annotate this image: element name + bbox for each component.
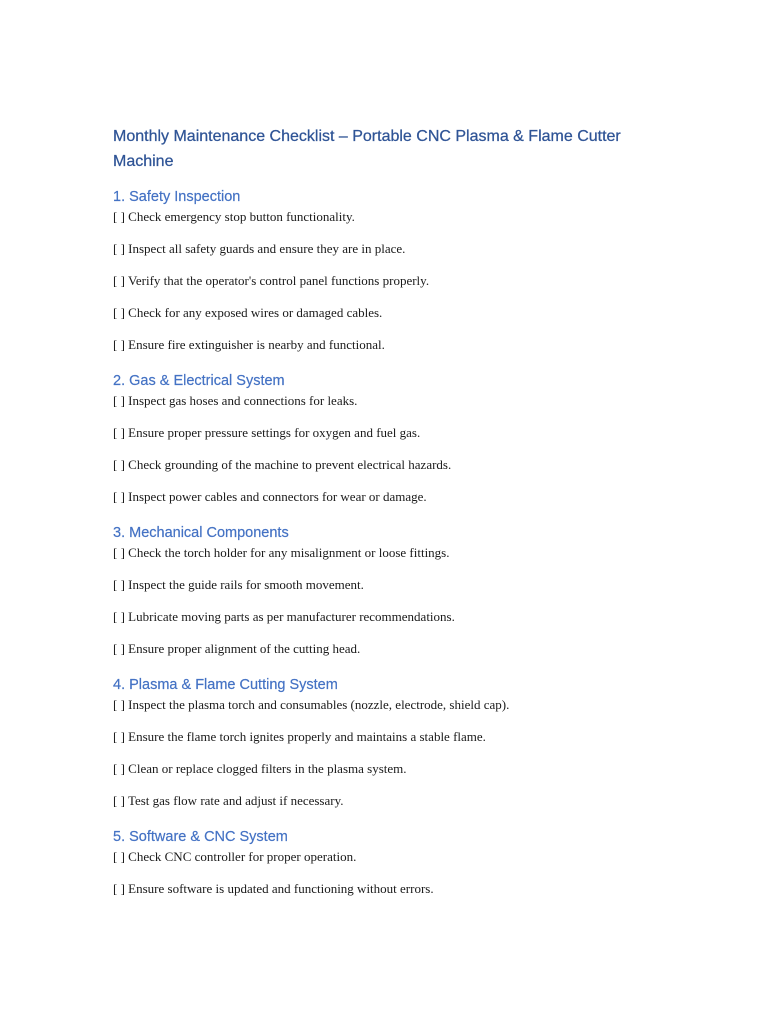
checklist-item-text: Check emergency stop button functionality. — [128, 209, 355, 224]
checklist-item-text: Check for any exposed wires or damaged cables. — [128, 305, 383, 320]
checklist-item-text: Ensure proper alignment of the cutting head. — [128, 641, 361, 656]
checklist-item — [113, 793, 673, 809]
section-software-cnc — [113, 827, 673, 897]
section-heading: 5. Software & CNC System — [113, 829, 288, 845]
checklist-item-text: Inspect power cables and connectors for wear or damage. — [128, 489, 427, 504]
checkbox-marker: [ ] — [113, 881, 125, 896]
section-safety-inspection — [113, 187, 673, 353]
checklist-item — [113, 577, 673, 593]
checkbox-marker: [ ] — [113, 545, 125, 560]
checklist-item-text: Verify that the operator's control panel functions properly. — [127, 273, 430, 288]
checkbox-marker: [ ] — [113, 305, 125, 320]
checklist-item — [113, 273, 673, 289]
checklist-item — [113, 697, 673, 713]
checkbox-marker: [ ] — [113, 457, 125, 472]
checklist-item — [113, 641, 673, 657]
checklist-item — [113, 545, 673, 561]
checkbox-marker: [ ] — [113, 849, 125, 864]
checkbox-marker: [ ] — [113, 761, 125, 776]
checklist-item-text: Lubricate moving parts as per manufacturer recommendations. — [128, 609, 455, 624]
checkbox-marker: [ ] — [113, 793, 125, 808]
checklist-item-text: Test gas flow rate and adjust if necessary. — [127, 793, 344, 808]
document-title: Monthly Maintenance Checklist – Portable CNC Plasma & Flame Cutter Machine — [113, 128, 621, 170]
checklist-item — [113, 489, 673, 505]
checklist-item — [113, 241, 673, 257]
checklist-item — [113, 305, 673, 321]
checklist-item — [113, 209, 673, 225]
checklist-item-text: Check grounding of the machine to prevent electrical hazards. — [128, 457, 452, 472]
checklist-item-text: Check CNC controller for proper operation. — [128, 849, 357, 864]
document-page — [113, 124, 673, 915]
checklist-item-text: Inspect all safety guards and ensure they are in place. — [128, 241, 406, 256]
checklist — [113, 393, 673, 505]
section-mechanical-components — [113, 523, 673, 657]
checkbox-marker: [ ] — [113, 273, 125, 288]
checklist — [113, 209, 673, 353]
section-heading: 3. Mechanical Components — [113, 525, 289, 541]
section-heading: 4. Plasma & Flame Cutting System — [113, 677, 338, 693]
section-gas-electrical — [113, 371, 673, 505]
checkbox-marker: [ ] — [113, 393, 125, 408]
checkbox-marker: [ ] — [113, 609, 125, 624]
checkbox-marker: [ ] — [113, 641, 125, 656]
checkbox-marker: [ ] — [113, 697, 125, 712]
checklist-item-text: Inspect gas hoses and connections for leaks. — [128, 393, 358, 408]
checklist-item — [113, 393, 673, 409]
checkbox-marker: [ ] — [113, 425, 125, 440]
checklist-item — [113, 425, 673, 441]
checklist-item — [113, 761, 673, 777]
checkbox-marker: [ ] — [113, 729, 125, 744]
checklist-item-text: Inspect the plasma torch and consumables (nozzle, electrode, shield cap). — [128, 697, 510, 712]
checklist — [113, 545, 673, 657]
checklist — [113, 849, 673, 897]
checklist — [113, 697, 673, 809]
checkbox-marker: [ ] — [113, 577, 125, 592]
checklist-item — [113, 457, 673, 473]
checkbox-marker: [ ] — [113, 241, 125, 256]
checkbox-marker: [ ] — [113, 337, 125, 352]
checklist-item-text: Inspect the guide rails for smooth movement. — [128, 577, 364, 592]
checklist-item-text: Ensure proper pressure settings for oxygen and fuel gas. — [128, 425, 421, 440]
checklist-item — [113, 881, 673, 897]
checklist-item-text: Ensure software is updated and functioning without errors. — [128, 881, 434, 896]
checklist-item — [113, 337, 673, 353]
checklist-item — [113, 609, 673, 625]
checklist-item — [113, 729, 673, 745]
checklist-item-text: Check the torch holder for any misalignment or loose fittings. — [128, 545, 450, 560]
section-plasma-flame-cutting — [113, 675, 673, 809]
checklist-item-text: Ensure fire extinguisher is nearby and functional. — [128, 337, 385, 352]
checklist-item-text: Clean or replace clogged filters in the plasma system. — [128, 761, 407, 776]
checklist-item-text: Ensure the flame torch ignites properly and maintains a stable flame. — [128, 729, 486, 744]
checkbox-marker: [ ] — [113, 489, 125, 504]
section-heading: 1. Safety Inspection — [113, 189, 241, 205]
section-heading: 2. Gas & Electrical System — [113, 373, 285, 389]
checklist-item — [113, 849, 673, 865]
checkbox-marker: [ ] — [113, 209, 125, 224]
